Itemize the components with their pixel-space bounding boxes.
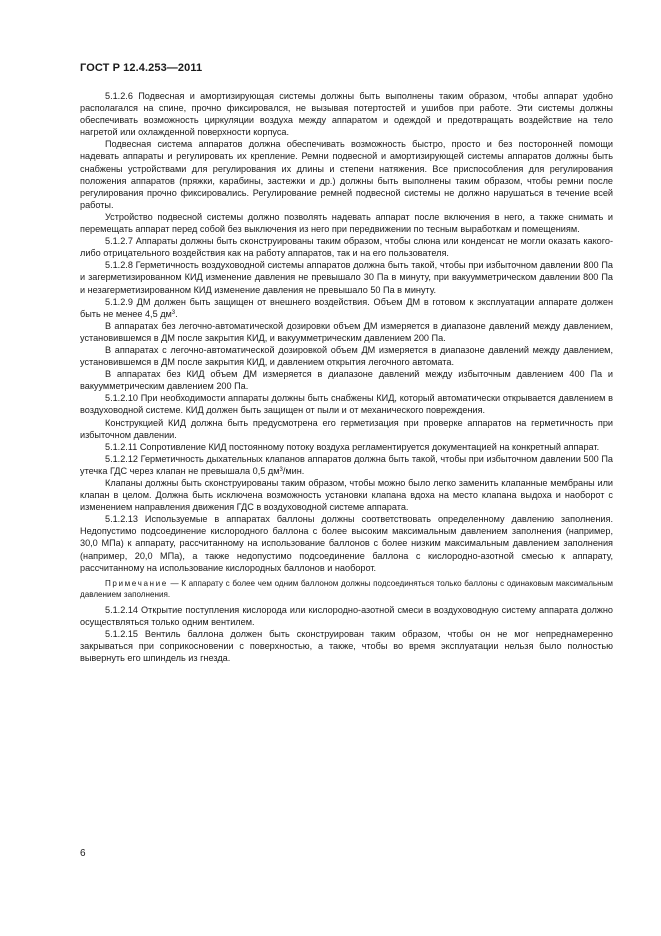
superscript-3: 3 [171, 309, 176, 316]
paragraph-5-1-2-13: 5.1.2.13 Используемые в аппаратах баллоны должны соответствовать определенному давлению заполнения. Недопустимо подсоединение кислородного баллона с более высоким максимальным давлением заполнения (например, 30,0 МПа) к аппарату, рассчитанному на использование баллонов с более низким максимальным давлением заполнения (например, 20,0 МПа), а также недопустимо подсоединение баллона с кислородно-азотной смесью к аппарату, рассчитанному на использование кислородных баллонов и наоборот. [80, 514, 613, 573]
paragraph-5-1-2-6: 5.1.2.6 Подвесная и амортизирующая системы должны быть выполнены таким образом, чтобы аппарат удобно располагался на спине, прочно фиксировался, не вызывая потертостей и ушибов при работе. Эти системы должны обеспечивать возможность циркуляции воздуха между аппаратом и одеждой и предотвращать воздействие на тело нагретой или охлажденной поверхности корпуса. [80, 91, 613, 138]
paragraph-kid-sealing: Конструкцией КИД должна быть предусмотрена его герметизация при проверке аппаратов на герметичность при избыточном давлении. [80, 417, 613, 440]
paragraph-harness: Подвесная система аппаратов должна обеспечивать возможность быстро, просто и без посторонней помощи надевать аппараты и регулировать их крепление. Ремни подвесной и амортизирующей системы аппаратов должны быть снабжены устройствами для регулирования их длины и степени натяжения. Все приспособления для регулирования положения аппаратов (пряжки, карабины, застежки и др.) должны быть выполнены таким образом, чтобы ремни после регулирования прочно фиксировались. Регулирование ремней подвесной системы не должно нарушаться в течение всей работы. [80, 139, 613, 210]
note-text: — К аппарату с более чем одним баллоном должны подсоединяться только баллоны с одинаковым максимальным давлением заполнения. [80, 578, 613, 599]
page-number: 6 [80, 848, 86, 859]
paragraph-5-1-2-9-text: 5.1.2.9 ДМ должен быть защищен от внешнего воздействия. Объем ДМ в готовом к эксплуатации аппарате должен быть не менее 4,5 дм [80, 296, 613, 319]
paragraph-5-1-2-14: 5.1.2.14 Открытие поступления кислорода или кислородно-азотной смеси в воздуховодную систему аппарата должно осуществляться только одним вентилем. [80, 604, 613, 627]
paragraph-5-1-2-9 [80, 296, 613, 320]
paragraph-5-1-2-10: 5.1.2.10 При необходимости аппараты должны быть снабжены КИД, который автоматически открывается давлением в воздуховодной системе. КИД должен быть защищен от пыли и от механического повреждения. [80, 393, 613, 416]
paragraph-no-auto-dosing: В аппаратах без легочно-автоматической дозировки объем ДМ измеряется в диапазоне давлений между давлением, установившемся в ДМ после закрытия КИД, и вакуумметрическим давлением 200 Па. [80, 320, 613, 343]
superscript-3: 3 [279, 466, 283, 473]
paragraph-5-1-2-8: 5.1.2.8 Герметичность воздуховодной системы аппаратов должна быть такой, чтобы при избыточном давлении 800 Па и загерметизированном КИД изменение давления не превышало 30 Па в минуту, при вакуумметрическом давлении 800 Па и незагерметизированном КИД изменение давления не превышало 50 Па в минуту. [80, 260, 613, 295]
paragraph-valves: Клапаны должны быть сконструированы таким образом, чтобы можно было легко заменить клапанные мембраны или клапан в целом. Должна быть исключена возможность установки клапана вдоха на место клапана выдоха и наоборот с изменением направления движения ГДС в воздуховодной системе аппарата. [80, 478, 613, 513]
paragraph-5-1-2-7: 5.1.2.7 Аппараты должны быть сконструированы таким образом, чтобы слюна или конденсат не могли оказать какого-либо отрицательного воздействия как на работу аппаратов, так и на его пользователя. [80, 236, 613, 259]
note [80, 578, 613, 600]
paragraph-harness-device: Устройство подвесной системы должно позволять надевать аппарат после включения в него, а также снимать и перемещать аппарат перед собой без выключения из него при передвижении по тесным выработкам и помещениям. [80, 211, 613, 235]
paragraph-auto-dosing: В аппаратах с легочно-автоматической дозировкой объем ДМ измеряется в диапазоне давлений между давлением, установившемся в ДМ после закрытия КИД, и давлением открытия легочного автомата. [80, 344, 613, 368]
paragraph-5-1-2-15: 5.1.2.15 Вентиль баллона должен быть сконструирован таким образом, чтобы он не мог непреднамеренно закрываться при соприкосновении с поверхностью, а также, чтобы во время эксплуатации нельзя было полностью вывернуть его шпиндель из гнезда. [80, 628, 613, 664]
paragraph-5-1-2-11: 5.1.2.11 Сопротивление КИД постоянному потоку воздуха регламентируется документацией на конкретный аппарат. [105, 441, 600, 452]
paragraph-5-1-2-12-tail: /мин. [282, 465, 305, 476]
paragraph-5-1-2-12 [80, 453, 613, 477]
paragraph-5-1-2-12-text: 5.1.2.12 Герметичность дыхательных клапанов аппаратов должна быть такой, чтобы при избыточном давлении 500 Па утечка ГДС через клапан не превышала 0,5 дм [80, 453, 613, 476]
note-label: Примечание [105, 578, 168, 588]
paragraph-no-kid: В аппаратах без КИД объем ДМ измеряется в диапазоне давлений между избыточным давлением 400 Па и вакуумметрическим давлением 200 Па. [80, 369, 613, 392]
doc-body [80, 90, 613, 664]
doc-header-code: ГОСТ Р 12.4.253—2011 [80, 62, 203, 74]
paragraph-5-1-2-9-tail: . [175, 308, 178, 319]
